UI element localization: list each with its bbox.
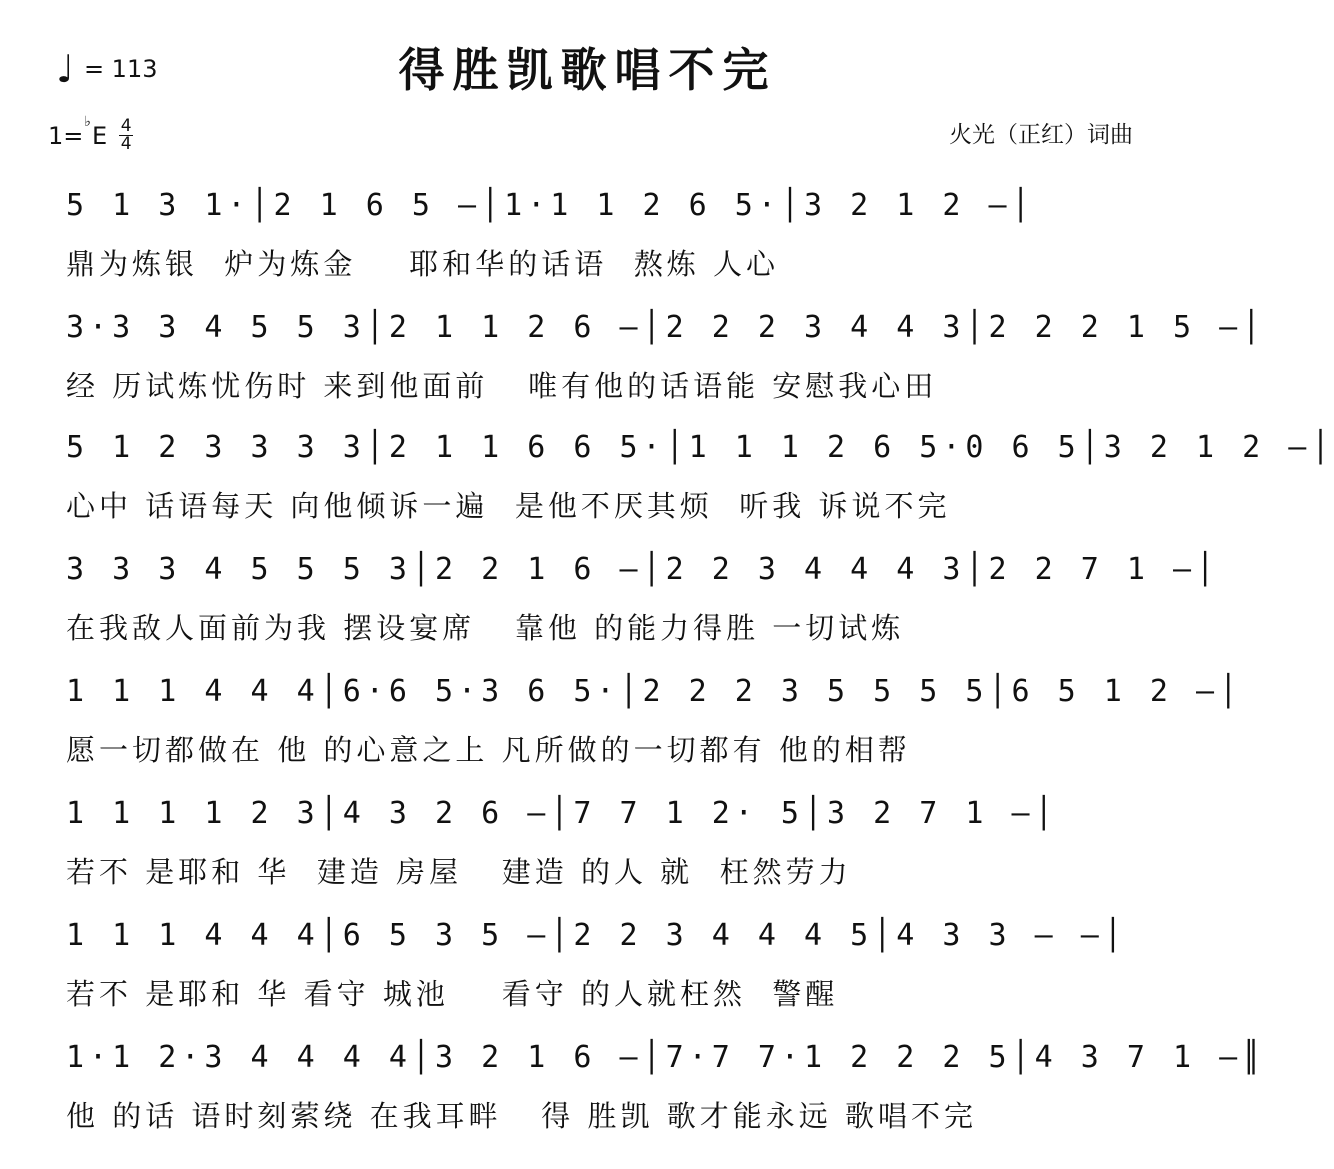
time-signature-bottom: 4: [120, 134, 132, 154]
score-line-3: [56, 424, 1334, 544]
notes-line-1: 5 1 3 1·│2 1 6 5 –│1·1 1 2 6 5·│3 2 1 2 –│: [66, 188, 1035, 223]
score-line-1: [56, 182, 1146, 302]
notes-line-7: 1 1 1 4 4 4│6 5 3 5 –│2 2 3 4 4 4 5│4 3 3 – –│: [66, 918, 1127, 953]
notes-line-4: 3 3 3 4 5 5 5 3│2 2 1 6 –│2 2 3 4 4 4 3│2 2 7 1 –│: [66, 552, 1220, 587]
notes-line-8: 1·1 2·3 4 4 4 4│3 2 1 6 –│7·7 7·1 2 2 2 5│4 3 7 1 –║: [66, 1040, 1266, 1075]
author-credit: 火光（正红）词曲: [949, 122, 1133, 148]
notes-line-5: 1 1 1 4 4 4│6·6 5·3 6 5·│2 2 2 3 5 5 5 5│6 5 1 2 –│: [66, 674, 1243, 709]
lyrics-line-4: 在我敌人面前为我 摆设宴席 靠他 的能力得胜 一切试炼: [66, 611, 905, 645]
score-line-6: [56, 790, 1146, 910]
notes-line-2: 3·3 3 4 5 5 3│2 1 1 2 6 –│2 2 2 3 4 4 3│2 2 2 1 5 –│: [66, 310, 1266, 345]
time-signature-top: 4: [120, 116, 132, 136]
lyrics-line-5: 愿一切都做在 他 的心意之上 凡所做的一切都有 他的相帮: [66, 733, 911, 767]
score-line-5: [56, 668, 1243, 788]
lyrics-line-2: 经 历试炼忧伤时 来到他面前 唯有他的话语能 安慰我心田: [66, 369, 938, 403]
time-signature: [119, 118, 133, 153]
tempo-value: = 113: [83, 55, 158, 83]
lyrics-line-6: 若不 是耶和 华 建造 房屋 建造 的人 就 枉然劳力: [66, 855, 852, 889]
key-prefix: 1=: [48, 121, 84, 150]
tempo-marking: [56, 47, 158, 91]
quarter-note-icon: ♩: [56, 47, 74, 91]
score-line-2: [56, 304, 1266, 424]
lyrics-line-3: 心中 话语每天 向他倾诉一遍 是他不厌其烦 听我 诉说不完: [66, 489, 951, 523]
lyrics-line-1: 鼎为炼银 炉为炼金 耶和华的话语 熬炼 人心: [66, 247, 779, 281]
score-line-8: [56, 1034, 1266, 1154]
lyrics-line-7: 若不 是耶和 华 看守 城池 看守 的人就枉然 警醒: [66, 977, 839, 1011]
score-line-4: [56, 546, 1220, 666]
flat-icon: ♭: [84, 113, 91, 130]
key-signature: [48, 113, 133, 154]
score-line-7: [56, 912, 1146, 1032]
song-title: 得胜凯歌唱不完: [398, 43, 777, 97]
lyrics-line-8: 他 的话 语时刻萦绕 在我耳畔 得 胜凯 歌才能永远 歌唱不完: [66, 1099, 977, 1133]
key-note: E: [92, 121, 108, 150]
notes-line-6: 1 1 1 1 2 3│4 3 2 6 –│7 7 1 2· 5│3 2 7 1 –│: [66, 796, 1058, 831]
notes-line-3: 5 1 2 3 3 3 3│2 1 1 6 6 5·│1 1 1 2 6 5·0 6 5│3 2 1 2 –│: [66, 430, 1334, 465]
